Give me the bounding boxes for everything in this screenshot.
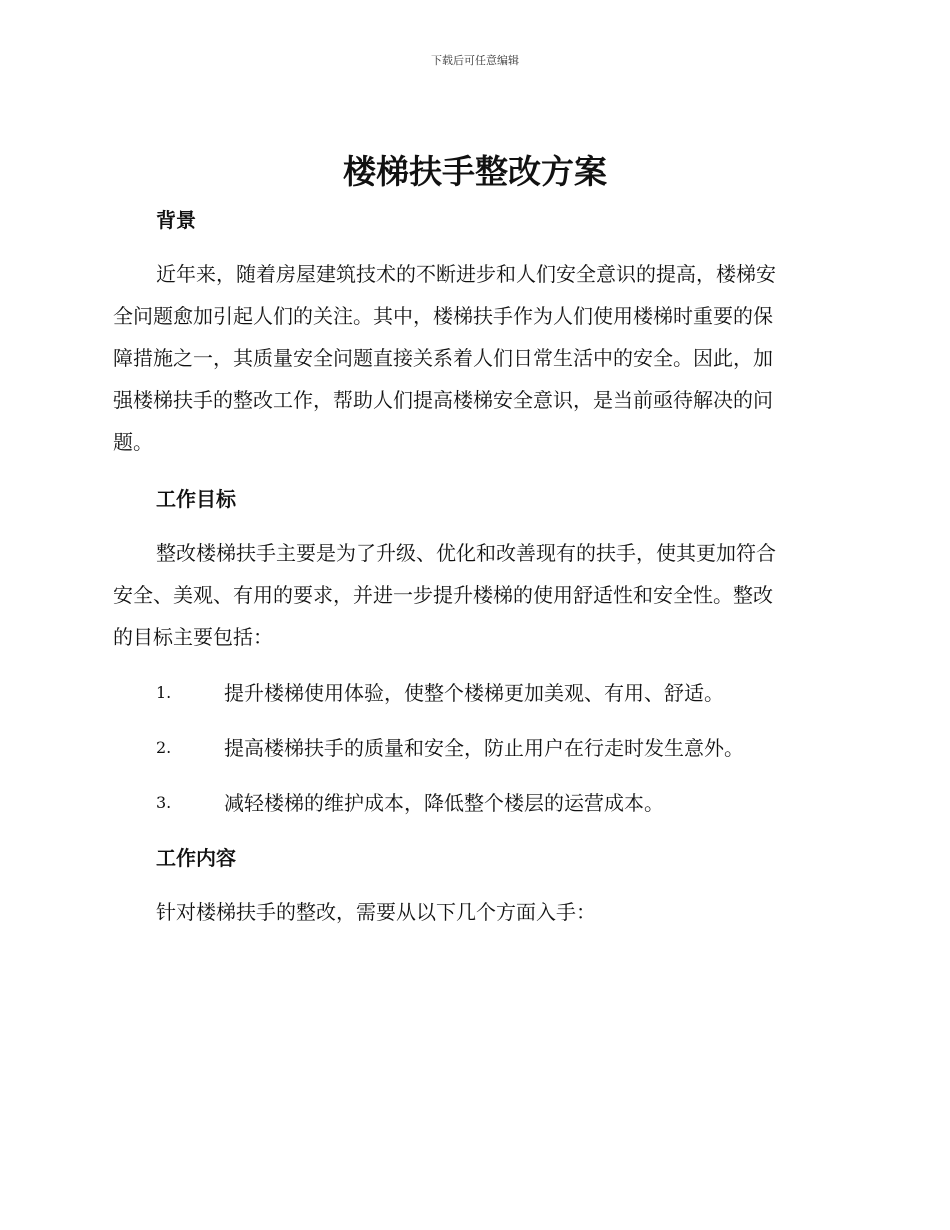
paragraph-line: 障措施之一，其质量安全问题直接关系着人们日常生活中的安全。因此，加 — [113, 346, 773, 370]
section-heading-background: 背景 — [156, 208, 196, 232]
paragraph-line: 针对楼梯扶手的整改，需要从以下几个方面入手： — [156, 900, 596, 924]
list-number: 1. — [156, 683, 172, 702]
page-header-note: 下载后可任意编辑 — [431, 54, 519, 67]
list-text: 减轻楼梯的维护成本，降低整个楼层的运营成本。 — [224, 791, 664, 815]
list-text: 提升楼梯使用体验，使整个楼梯更加美观、有用、舒适。 — [224, 681, 724, 705]
paragraph-line: 题。 — [113, 430, 153, 454]
background-paragraph — [113, 253, 833, 463]
list-number: 3. — [156, 793, 172, 812]
list-number: 2. — [156, 738, 172, 757]
paragraph-line: 的目标主要包括： — [113, 625, 273, 649]
paragraph-line: 全问题愈加引起人们的关注。其中，楼梯扶手作为人们使用楼梯时重要的保 — [113, 304, 773, 328]
paragraph-line: 近年来，随着房屋建筑技术的不断进步和人们安全意识的提高，楼梯安 — [156, 262, 776, 286]
paragraph-line: 安全、美观、有用的要求，并进一步提升楼梯的使用舒适性和安全性。整改 — [113, 583, 773, 607]
paragraph-line: 强楼梯扶手的整改工作，帮助人们提高楼梯安全意识，是当前亟待解决的问 — [113, 388, 773, 412]
goals-paragraph — [113, 532, 833, 658]
paragraph-line: 整改楼梯扶手主要是为了升级、优化和改善现有的扶手，使其更加符合 — [156, 541, 776, 565]
section-heading-goals: 工作目标 — [156, 487, 236, 511]
section-heading-content: 工作内容 — [156, 846, 236, 870]
list-text: 提高楼梯扶手的质量和安全，防止用户在行走时发生意外。 — [224, 736, 744, 760]
document-title: 楼梯扶手整改方案 — [343, 152, 607, 191]
content-paragraph — [113, 891, 833, 933]
